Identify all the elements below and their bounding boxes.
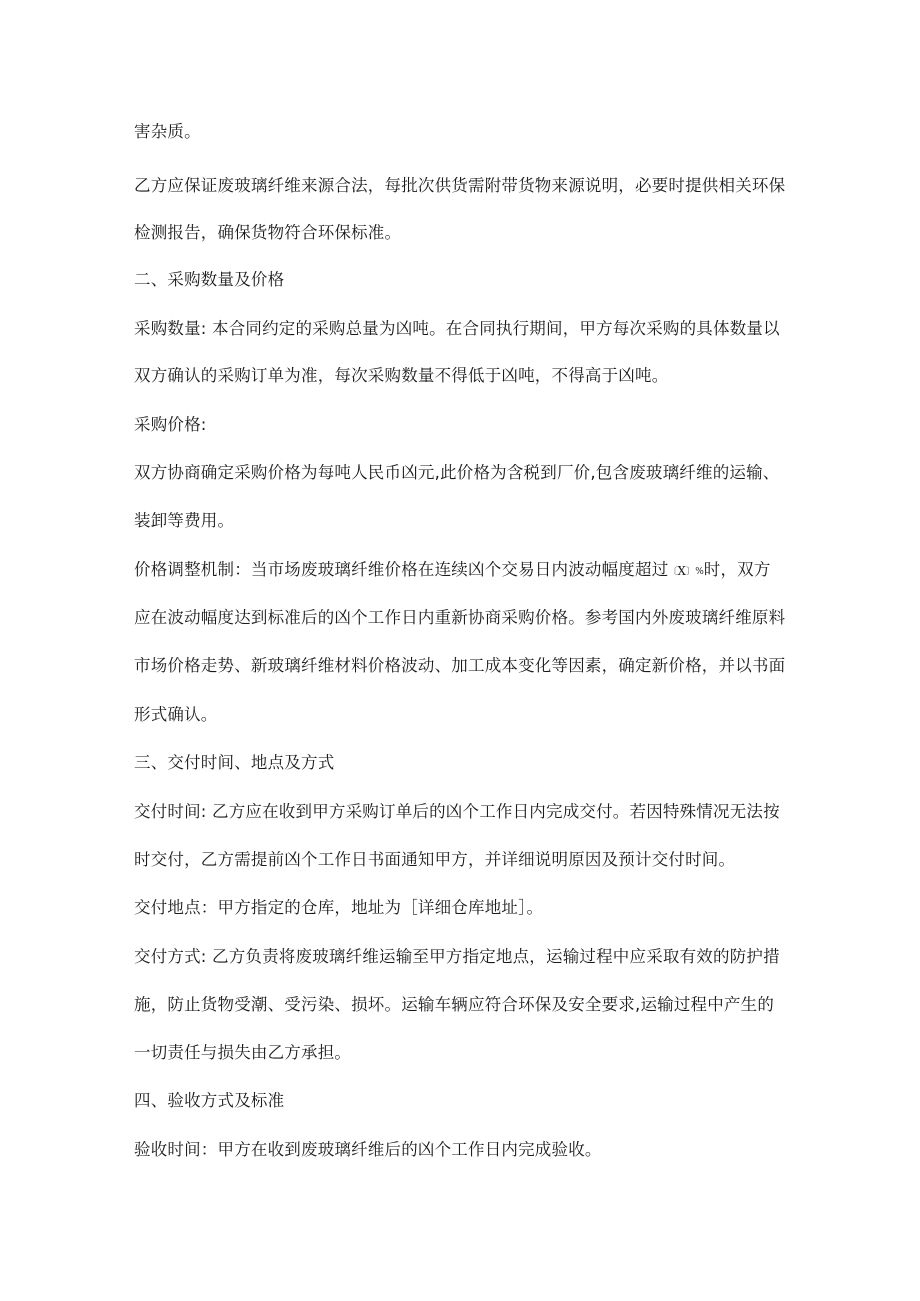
paragraph-line: 交付地点：甲方指定的仓库，地址为［详细仓库地址］。 — [134, 898, 544, 917]
section-heading: 二、采购数量及价格 — [134, 270, 285, 289]
section-heading: 三、交付时间、地点及方式 — [134, 753, 335, 772]
paragraph-line: 采购数量: 本合同约定的采购总量为凶吨。在合同执行期间，甲方每次采购的具体数量以 — [134, 319, 780, 338]
percent-sign: % — [695, 567, 704, 577]
section-heading: 四、验收方式及标准 — [134, 1091, 285, 1110]
paragraph-line: 验收时间：甲方在收到废玻璃纤维后的凶个工作日内完成验收。 — [134, 1140, 602, 1159]
paragraph-line: 检测报告，确保货物符合环保标准。 — [134, 223, 402, 242]
paragraph-line: 害杂质。 — [134, 122, 201, 141]
paragraph-line: 乙方应保证废玻璃纤维来源合法，每批次供货需附带货物来源说明，必要时提供相关环保 — [134, 176, 786, 195]
paragraph-line: 一切责任与损失由乙方承担。 — [134, 1043, 352, 1062]
paragraph-line: 交付方式: 乙方负责将废玻璃纤维运输至甲方指定地点，运输过程中应采取有效的防护措 — [134, 947, 780, 966]
paragraph-line: 时交付，乙方需提前凶个工作日书面通知甲方，并详细说明原因及预计交付时间。 — [134, 850, 736, 869]
paragraph-line: 交付时间: 乙方应在收到甲方采购订单后的凶个工作日内完成交付。若因特殊情况无法按 — [134, 802, 780, 821]
bracket-open: 〔 — [668, 567, 678, 577]
paragraph-line: 双方协商确定采购价格为每吨人民币凶元,此价格为含税到厂价,包含废玻璃纤维的运输、 — [134, 463, 780, 482]
bracket-close: 〕 — [686, 567, 696, 577]
price-adjust-line — [134, 559, 794, 583]
paragraph-line: 采购价格: — [134, 415, 207, 434]
paragraph-line: 形式确认。 — [134, 705, 218, 724]
price-adjust-text: 价格调整机制：当市场废玻璃纤维价格在连续凶个交易日内波动幅度超过 — [134, 560, 669, 579]
price-adjust-text-end: 时，双方 — [703, 560, 771, 579]
paragraph-line: 双方确认的采购订单为准，每次采购数量不得低于凶吨，不得高于凶吨。 — [134, 366, 669, 385]
paragraph-line: 应在波动幅度达到标准后的凶个工作日内重新协商采购价格。参考国内外废玻璃纤维原料 — [134, 608, 786, 627]
paragraph-line: 市场价格走势、新玻璃纤维材料价格波动、加工成本变化等因素，确定新价格，并以书面 — [134, 656, 786, 675]
paragraph-line: 装卸等费用。 — [134, 511, 235, 530]
paragraph-line: 施，防止货物受潮、受污染、损坏。运输车辆应符合环保及安全要求,运输过程中产生的 — [134, 995, 775, 1014]
placeholder-x: X — [677, 564, 687, 578]
